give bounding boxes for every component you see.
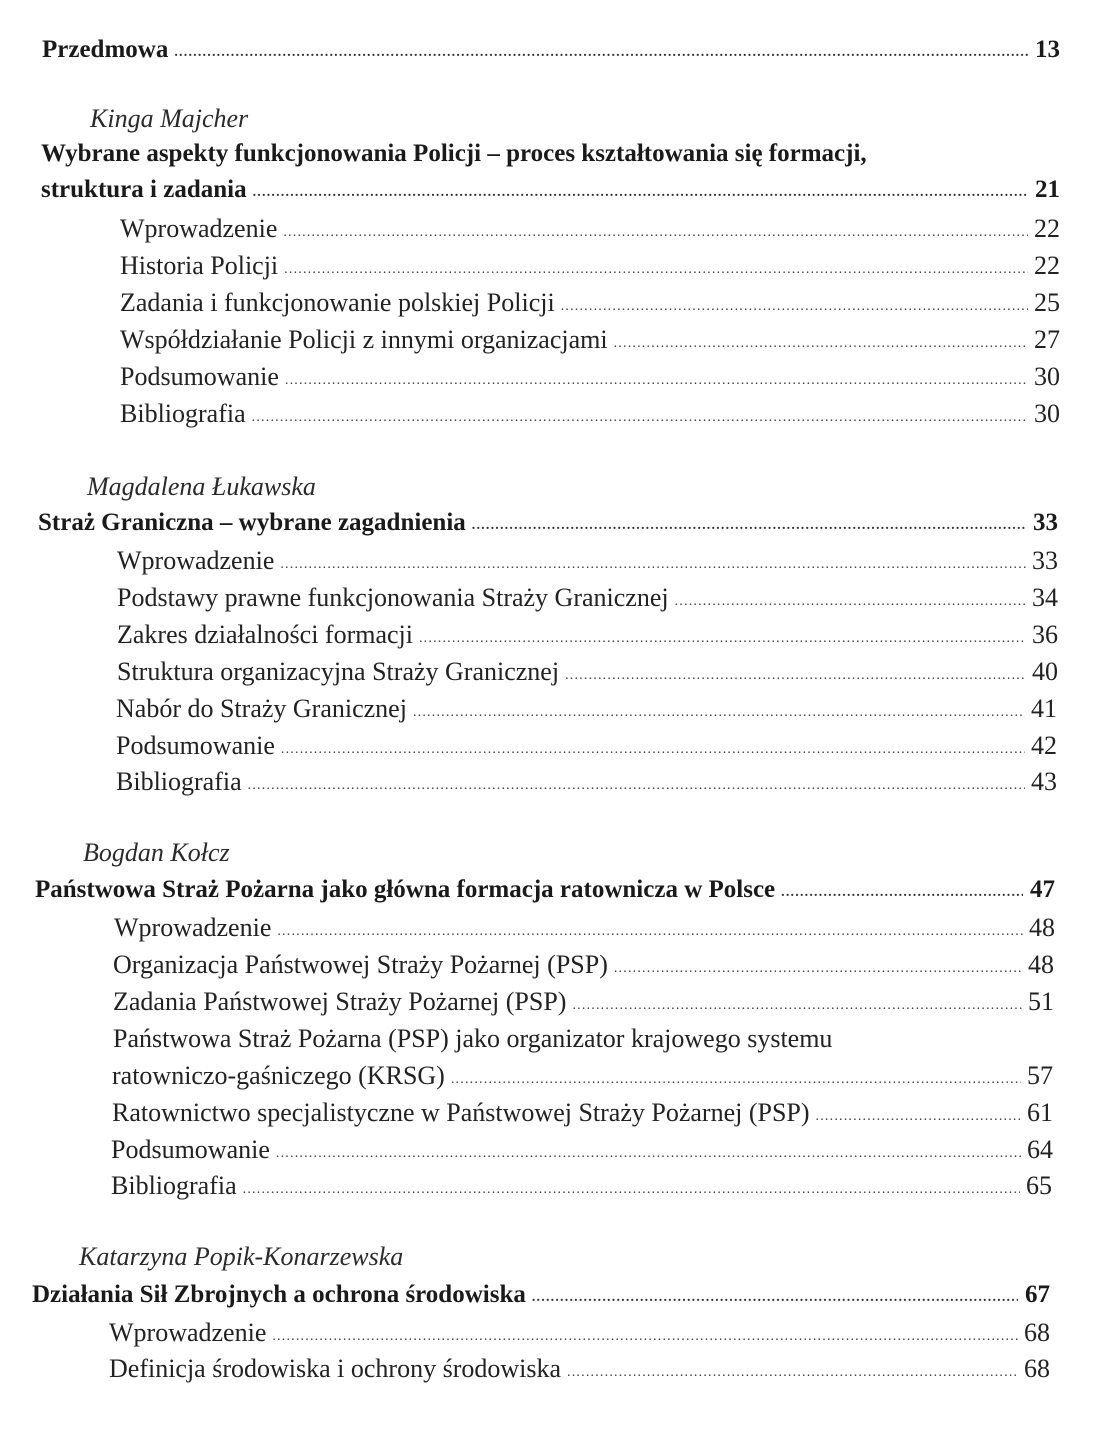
page-number: 40 [1032, 657, 1058, 686]
toc-entry-section[interactable] [112, 1061, 1053, 1091]
page-number: 25 [1034, 288, 1060, 317]
toc-entry-section[interactable] [120, 251, 1060, 281]
page-number: 33 [1033, 509, 1058, 536]
leader-dots [281, 742, 1025, 758]
page-number: 68 [1024, 1318, 1050, 1347]
leader-dots [285, 373, 1028, 389]
leader-dots [781, 885, 1023, 901]
page-number: 68 [1024, 1354, 1050, 1383]
page-number: 22 [1034, 251, 1060, 280]
page-number: 64 [1027, 1135, 1053, 1164]
page-number: 47 [1030, 876, 1055, 903]
leader-dots [413, 705, 1025, 721]
page-number: 30 [1034, 362, 1060, 391]
entry-title: Nabór do Straży Granicznej [116, 694, 407, 723]
toc-entry-section[interactable] [109, 1318, 1050, 1348]
toc-entry-section[interactable] [117, 657, 1058, 687]
toc-entry-section[interactable] [114, 913, 1055, 943]
toc-entry-chapter[interactable] [38, 509, 1058, 537]
leader-dots [451, 1072, 1021, 1088]
toc-entry-section[interactable] [117, 546, 1058, 576]
entry-title: Działania Sił Zbrojnych a ochrona środowiska [32, 1281, 526, 1308]
entry-title: Wprowadzenie [114, 913, 272, 942]
page-number: 36 [1032, 620, 1058, 649]
leader-dots [561, 299, 1028, 315]
toc-entry-section[interactable] [120, 399, 1060, 429]
toc-entry-chapter[interactable] [35, 876, 1055, 904]
leader-dots [472, 518, 1026, 534]
page-number: 30 [1034, 399, 1060, 428]
toc-entry-section[interactable] [111, 1135, 1053, 1165]
toc-entry-section[interactable] [116, 694, 1057, 724]
toc-entry-section[interactable] [116, 731, 1057, 761]
page-number: 43 [1031, 767, 1057, 796]
page-number: 21 [1035, 176, 1060, 203]
leader-dots [243, 1182, 1020, 1198]
leader-dots [614, 336, 1028, 352]
entry-title: Struktura organizacyjna Straży Granicznej [117, 657, 560, 686]
entry-title: Podstawy prawne funkcjonowania Straży Granicznej [117, 583, 669, 612]
page-number: 27 [1034, 325, 1060, 354]
page-number: 67 [1025, 1281, 1050, 1308]
entry-title: Straż Graniczna – wybrane zagadnienia [38, 509, 466, 536]
toc-entry-section[interactable] [120, 325, 1060, 355]
toc-entry-section[interactable] [111, 1171, 1052, 1201]
entry-title: Współdziałanie Policji z innymi organizacjami [120, 325, 608, 354]
leader-dots [816, 1109, 1021, 1125]
leader-dots [614, 961, 1022, 977]
entry-title: Wprowadzenie [120, 214, 278, 243]
leader-dots [252, 410, 1028, 426]
toc-entry-section[interactable] [109, 1354, 1050, 1384]
entry-title: struktura i zadania [41, 176, 247, 203]
chapter-title-line[interactable]: Wybrane aspekty funkcjonowania Policji – proces kształtowania się formacji, [41, 140, 867, 167]
toc-entry-section[interactable] [113, 950, 1054, 980]
toc-entry-chapter[interactable] [32, 1281, 1050, 1309]
toc-entry-chapter[interactable] [41, 176, 1060, 204]
leader-dots [284, 262, 1028, 278]
leader-dots [276, 1146, 1021, 1162]
leader-dots [174, 45, 1028, 61]
toc-entry-preface[interactable] [42, 36, 1060, 64]
leader-dots [567, 1365, 1018, 1381]
entry-title: Bibliografia [116, 767, 242, 796]
entry-title: Podsumowanie [111, 1135, 270, 1164]
page-number: 34 [1032, 583, 1058, 612]
toc-entry-section[interactable] [117, 583, 1058, 613]
entry-title: Wprowadzenie [117, 546, 275, 575]
entry-title: Ratownictwo specjalistyczne w Państwowej Straży Pożarnej (PSP) [112, 1098, 810, 1127]
toc-entry-section[interactable] [120, 288, 1060, 318]
leader-dots [572, 998, 1022, 1014]
chapter-author: Katarzyna Popik-Konarzewska [79, 1242, 404, 1271]
leader-dots [283, 225, 1028, 241]
leader-dots [419, 631, 1026, 647]
toc-entry-section[interactable] [116, 767, 1057, 797]
entry-title: Wprowadzenie [109, 1318, 267, 1347]
entry-title: Historia Policji [120, 251, 279, 280]
leader-dots [253, 185, 1028, 201]
entry-title: ratowniczo-gaśniczego (KRSG) [112, 1061, 445, 1090]
page-number: 42 [1031, 731, 1057, 760]
chapter-author: Bogdan Kołcz [83, 838, 230, 867]
entry-title: Przedmowa [42, 36, 169, 63]
toc-entry-section[interactable] [120, 214, 1060, 244]
leader-dots [532, 1290, 1018, 1306]
page-number: 41 [1031, 694, 1057, 723]
leader-dots [248, 778, 1025, 794]
entry-title: Organizacja Państwowej Straży Pożarnej (PSP) [113, 950, 608, 979]
page-number: 33 [1032, 546, 1058, 575]
page-number: 48 [1028, 950, 1054, 979]
entry-title: Bibliografia [111, 1171, 237, 1200]
page-number: 13 [1035, 36, 1060, 63]
leader-dots [565, 668, 1026, 684]
page-number: 48 [1029, 913, 1055, 942]
page-number: 65 [1026, 1171, 1052, 1200]
toc-entry-section[interactable] [117, 620, 1058, 650]
entry-title: Bibliografia [120, 399, 246, 428]
entry-title: Podsumowanie [120, 362, 279, 391]
entry-title: Podsumowanie [116, 731, 275, 760]
entry-title: Zadania i funkcjonowanie polskiej Policji [120, 288, 555, 317]
section-title-line[interactable]: Państwowa Straż Pożarna (PSP) jako organizator krajowego systemu [113, 1024, 833, 1053]
page-number: 57 [1027, 1061, 1053, 1090]
chapter-author: Magdalena Łukawska [87, 472, 316, 501]
page-number: 61 [1027, 1098, 1053, 1127]
page-number: 51 [1028, 987, 1054, 1016]
entry-title: Państwowa Straż Pożarna jako główna formacja ratownicza w Polsce [35, 876, 776, 903]
leader-dots [272, 1329, 1018, 1345]
entry-title: Zakres działalności formacji [117, 620, 413, 649]
leader-dots [277, 924, 1023, 940]
entry-title: Zadania Państwowej Straży Pożarnej (PSP) [113, 987, 567, 1016]
toc-entry-section[interactable] [120, 362, 1060, 392]
toc-entry-section[interactable] [112, 1098, 1053, 1128]
page-number: 22 [1034, 214, 1060, 243]
chapter-author: Kinga Majcher [90, 104, 249, 133]
leader-dots [280, 557, 1026, 573]
toc-entry-section[interactable] [113, 987, 1054, 1017]
entry-title: Definicja środowiska i ochrony środowiska [109, 1354, 562, 1383]
leader-dots [675, 594, 1026, 610]
